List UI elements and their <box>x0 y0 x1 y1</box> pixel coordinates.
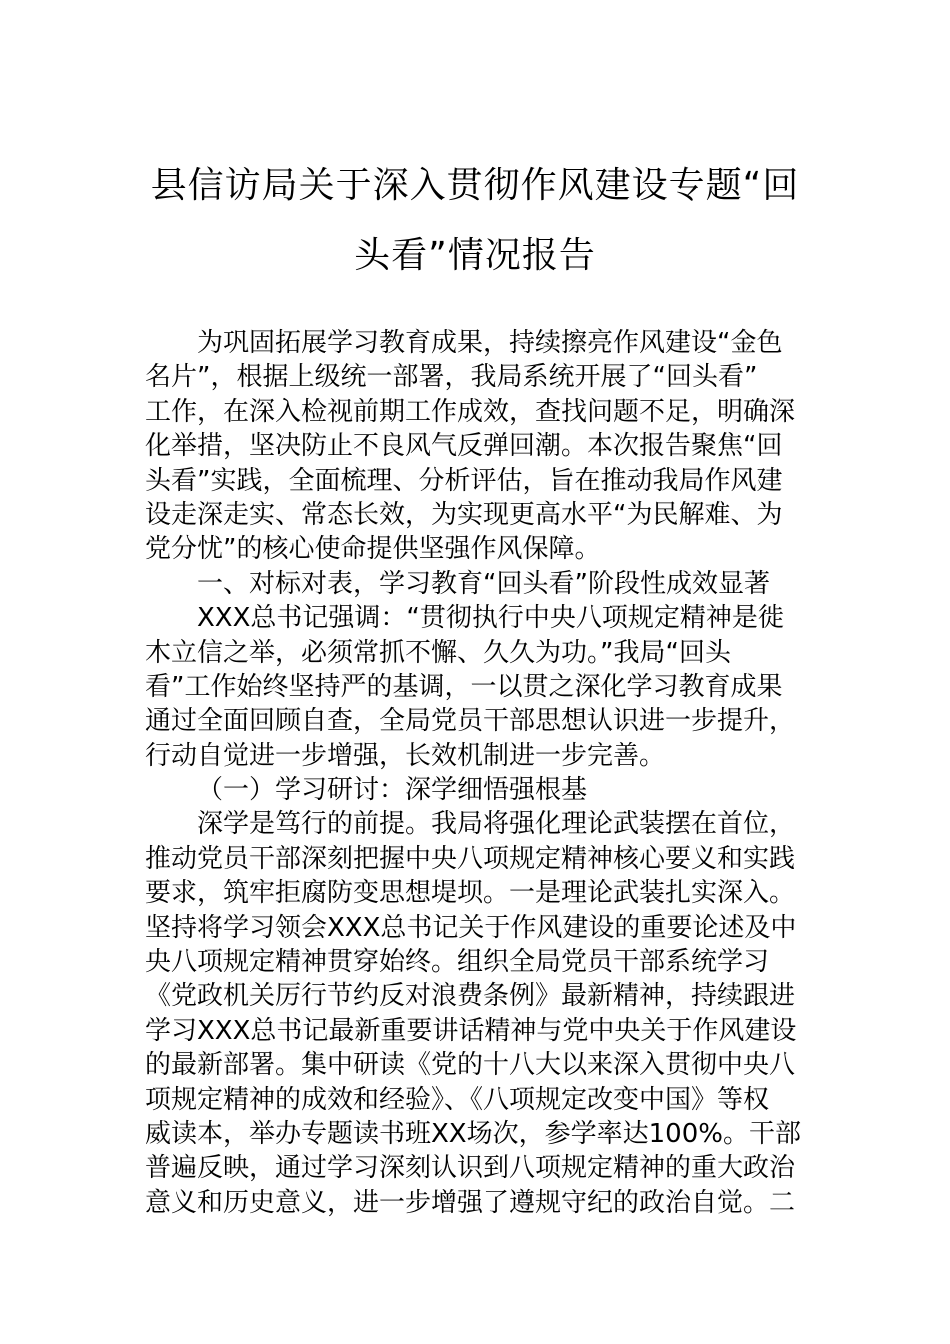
body-line: 项规定精神的成效和经验》、《八项规定改变中国》等权 <box>145 1084 770 1115</box>
document-title-line-2: 头看”情况报告 <box>354 235 596 276</box>
document-title-line-1: 县信访局关于深入贯彻作风建设专题“回 <box>150 165 800 206</box>
body-line: XXX总书记强调：“贯彻执行中央八项规定精神是徙 <box>197 603 784 634</box>
body-line: 要求，筑牢拒腐防变思想堤坝。一是理论武装扎实深入。 <box>145 878 796 909</box>
body-line: 党分忧”的核心使命提供坚强作风保障。 <box>145 534 601 565</box>
body-line: 行动自觉进一步增强，长效机制进一步完善。 <box>145 740 666 771</box>
section-heading: 一、对标对表，学习教育“回头看”阶段性成效显著 <box>197 568 770 599</box>
body-line: 学习XXX总书记最新重要讲话精神与党中央关于作风建设 <box>145 1015 797 1046</box>
body-line: 《党政机关厉行节约反对浪费条例》最新精神，持续跟进 <box>145 981 796 1012</box>
body-line: 深学是笃行的前提。我局将强化理论武装摆在首位， <box>197 809 796 840</box>
body-line: 名片”，根据上级统一部署，我局系统开展了“回头看” <box>145 362 758 393</box>
body-line: 设走深走实、常态长效，为实现更高水平“为民解难、为 <box>145 499 783 530</box>
body-line: 坚持将学习领会XXX总书记关于作风建设的重要论述及中 <box>145 912 797 943</box>
body-line: 威读本，举办专题读书班XX场次，参学率达100%。干部 <box>145 1118 801 1149</box>
body-line: 意义和历史意义，进一步增强了遵规守纪的政治自觉。二 <box>145 1187 796 1218</box>
subsection-heading: （一）学习研讨：深学细悟强根基 <box>197 775 588 806</box>
body-line: 工作，在深入检视前期工作成效，查找问题不足，明确深 <box>145 396 796 427</box>
body-line: 看”工作始终坚持严的基调，一以贯之深化学习教育成果 <box>145 671 783 702</box>
body-line: 推动党员干部深刻把握中央八项规定精神核心要义和实践 <box>145 843 796 874</box>
body-line: 化举措，坚决防止不良风气反弹回潮。本次报告聚焦“回 <box>145 431 783 462</box>
body-line: 的最新部署。集中研读《党的十八大以来深入贯彻中央八 <box>145 1050 796 1081</box>
body-line: 通过全面回顾自查，全局党员干部思想认识进一步提升， <box>145 706 796 737</box>
body-line: 央八项规定精神贯穿始终。组织全局党员干部系统学习 <box>145 947 770 978</box>
body-line: 为巩固拓展学习教育成果，持续擦亮作风建设“金色 <box>197 328 783 358</box>
document-body <box>145 326 805 1220</box>
body-line: 木立信之举，必须常抓不懈、久久为功。”我局“回头 <box>145 637 731 668</box>
body-line: 头看”实践，全面梳理、分析评估，旨在推动我局作风建 <box>145 465 783 496</box>
body-line: 普遍反映，通过学习深刻认识到八项规定精神的重大政治 <box>145 1153 796 1184</box>
